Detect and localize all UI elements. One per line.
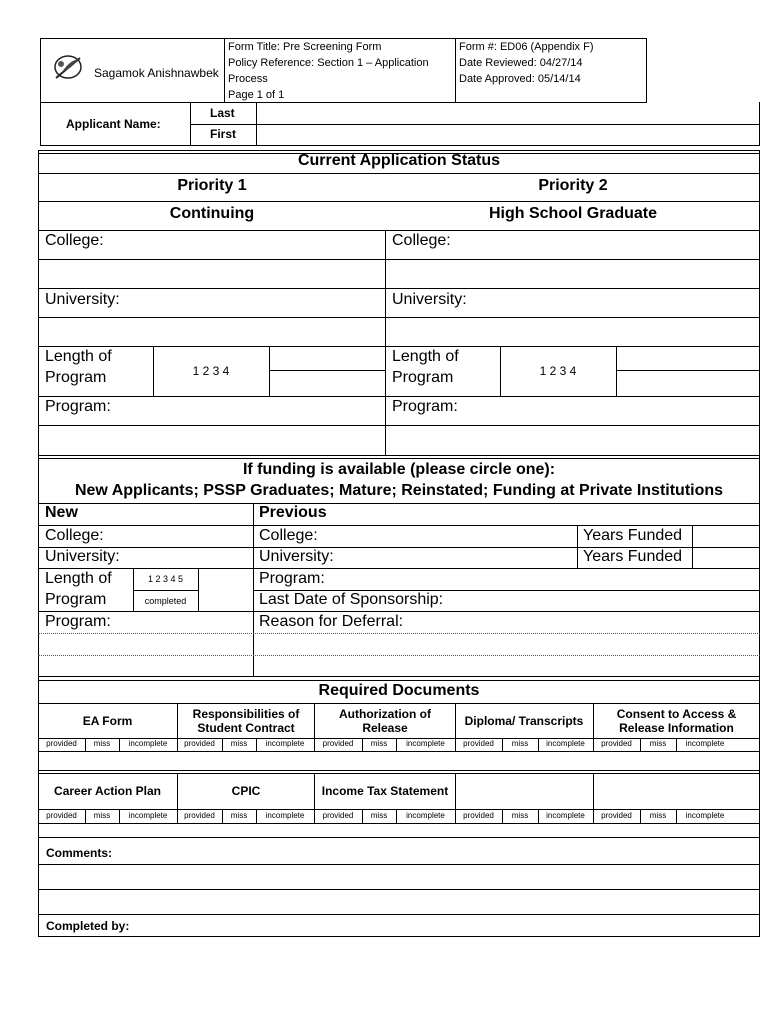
new-program-field[interactable] [40,635,252,653]
blank1-incomplete[interactable]: incomplete [546,811,585,820]
doc-blank-2 [594,773,759,809]
feather-logo-icon [52,52,86,82]
tax-incomplete[interactable]: incomplete [406,811,445,820]
p1-university-label: University: [45,291,120,308]
applicant-name-label: Applicant Name: [66,117,161,131]
p2-university-field[interactable] [387,319,758,345]
release-incomplete[interactable]: incomplete [406,739,445,748]
cpic-miss[interactable]: miss [230,811,248,820]
prev-program-label: Program: [259,570,325,587]
p2-college-label: College: [392,232,451,249]
form-number: Form #: ED06 (Appendix F) [459,41,594,53]
p1-length-of-label: Length of [45,348,112,365]
current-status-title: Current Application Status [297,152,501,169]
page-number: Page 1 of 1 [228,89,285,101]
p1-college-field[interactable] [40,261,384,287]
new-length-of-label: Length of [45,570,112,587]
blank2-miss[interactable]: miss [649,811,667,820]
years-funded-field-2[interactable] [694,549,758,567]
completed-by-field[interactable] [140,916,758,935]
completed-by-label: Completed by: [46,919,130,933]
diploma-miss[interactable]: miss [511,739,529,748]
last-name-label: Last [210,106,235,120]
p1-program-label: Program: [45,398,111,415]
p2-college-field[interactable] [387,261,758,287]
new-program-label: Program: [45,613,111,630]
policy-reference: Policy Reference: Section 1 – Application [228,57,429,69]
blank2-incomplete[interactable]: incomplete [685,811,725,820]
form-title: Form Title: Pre Screening Form [228,41,382,53]
consent-miss[interactable]: miss [649,739,667,748]
p2-program-field[interactable] [387,427,758,454]
deferral-reason-field[interactable] [255,635,758,653]
new-years-options[interactable]: 1 2 3 4 5 [147,574,184,584]
p2-university-label: University: [392,291,467,308]
cap-incomplete[interactable]: incomplete [128,811,168,820]
required-documents-title: Required Documents [318,682,480,699]
p1-university-field[interactable] [40,319,384,345]
years-funded-label-2: Years Funded [583,548,683,565]
contract-incomplete[interactable]: incomplete [265,739,305,748]
last-name-field[interactable] [258,104,758,123]
deferral-reason-label: Reason for Deferral: [259,613,404,630]
contract-miss[interactable]: miss [230,739,248,748]
blank1-provided[interactable]: provided [463,811,494,820]
previous-heading: Previous [259,504,327,521]
p2-program-word: Program [392,369,454,386]
p2-years-options[interactable]: 1 2 3 4 [539,364,577,378]
cpic-provided[interactable]: provided [184,811,215,820]
priority-2-heading: Priority 2 [538,177,608,194]
comments-field[interactable] [40,866,758,888]
blank2-provided[interactable]: provided [601,811,632,820]
new-heading: New [45,504,78,521]
new-university-label: University: [45,548,120,565]
p2-length-of-label: Length of [392,348,459,365]
tax-miss[interactable]: miss [370,811,388,820]
first-name-field[interactable] [258,126,758,144]
priority-1-heading: Priority 1 [177,177,247,194]
policy-process: Process [228,73,268,85]
years-funded-field-1[interactable] [694,527,758,545]
prev-college-label: College: [259,527,318,544]
years-funded-label-1: Years Funded [583,527,683,544]
blank1-miss[interactable]: miss [511,811,529,820]
p1-years-options[interactable]: 1 2 3 4 [192,364,230,378]
doc-ea-form: EA Form [82,713,133,728]
date-reviewed: Date Reviewed: 04/27/14 [459,57,583,69]
doc-income-tax: Income Tax Statement [321,784,449,798]
diploma-provided[interactable]: provided [463,739,494,748]
doc-authorization-release: Authorization of Release [339,706,431,735]
date-approved: Date Approved: 05/14/14 [459,73,581,85]
ea-incomplete[interactable]: incomplete [128,739,168,748]
doc-diploma-transcripts: Diploma/ Transcripts [464,713,584,728]
ea-miss[interactable]: miss [93,739,111,748]
cap-miss[interactable]: miss [93,811,111,820]
contract-provided[interactable]: provided [184,739,215,748]
release-provided[interactable]: provided [322,739,354,748]
continuing-heading: Continuing [169,205,255,222]
prev-university-label: University: [259,548,334,565]
comments-label: Comments: [46,846,113,860]
last-sponsorship-label: Last Date of Sponsorship: [259,591,444,608]
funding-line-2[interactable]: New Applicants; PSSP Graduates; Mature; Reinstated; Funding at Private Institutions [74,482,724,499]
release-miss[interactable]: miss [370,739,388,748]
doc-consent-release-info: Consent to Access & Release Information [616,706,737,735]
funding-line-1: If funding is available (please circle one): [242,461,556,478]
new-completed-option[interactable]: completed [144,596,187,606]
doc-cpic: CPIC [231,784,261,798]
cpic-incomplete[interactable]: incomplete [265,811,305,820]
p1-college-label: College: [45,232,104,249]
doc-blank-1 [455,773,593,809]
first-name-label: First [210,127,237,141]
doc-career-action-plan: Career Action Plan [54,784,161,798]
p2-program-label: Program: [392,398,458,415]
p1-program-field[interactable] [40,427,384,454]
cap-provided[interactable]: provided [46,811,77,820]
diploma-incomplete[interactable]: incomplete [546,739,585,748]
consent-incomplete[interactable]: incomplete [685,739,725,748]
comments-field-2[interactable] [40,891,758,913]
org-name: Sagamok Anishnawbek [94,66,219,80]
doc-responsibilities-contract: Responsibilities of Student Contract [192,706,300,735]
new-college-label: College: [45,527,104,544]
tax-provided[interactable]: provided [322,811,354,820]
ea-provided[interactable]: provided [46,739,77,748]
p1-program-word: Program [45,369,107,386]
new-program-word: Program [45,591,107,608]
hs-graduate-heading: High School Graduate [488,205,657,222]
consent-provided[interactable]: provided [601,739,632,748]
